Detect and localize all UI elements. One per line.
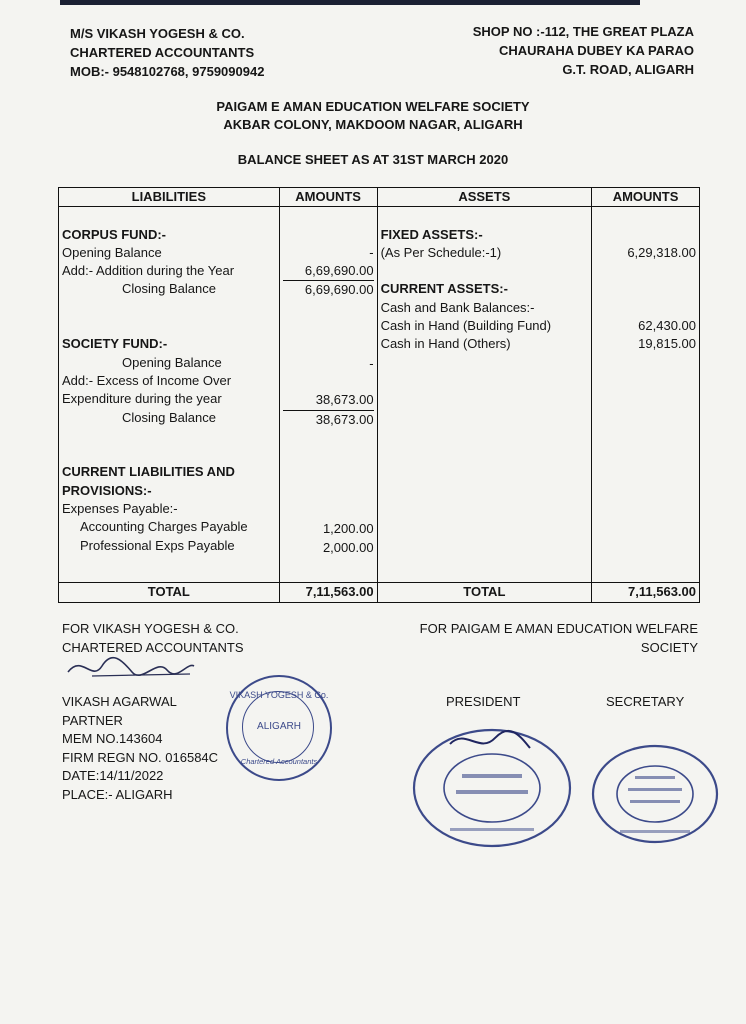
liabilities-line-text: Closing Balance (122, 409, 216, 425)
assets-line-amount: 6,29,318.00 (627, 244, 696, 260)
header-amounts: AMOUNTS (592, 188, 700, 207)
auditor-title: CHARTERED ACCOUNTANTS (62, 639, 244, 655)
liabilities-line-text: CURRENT LIABILITIES AND (62, 464, 235, 480)
liabilities-line-amount (283, 300, 374, 318)
liabilities-line-text (62, 317, 276, 335)
liabilities-line-text: Expenditure during the year (62, 391, 222, 407)
firm-stamp-ring-text: VIKASH YOGESH & Co. (229, 690, 329, 700)
liabilities-line-text: PROVISIONS:- (62, 482, 152, 498)
address-line: G.T. ROAD, ALIGARH (562, 62, 694, 77)
assets-column (377, 207, 592, 583)
society-for: FOR PAIGAM E AMAN EDUCATION WELFARE (419, 621, 698, 636)
balance-sheet-table (58, 187, 700, 603)
firm-address (473, 22, 694, 79)
secretary-label: SECRETARY (606, 694, 685, 709)
total-assets: 7,11,563.00 (592, 583, 700, 602)
assets-line-amount (595, 299, 696, 317)
total-row (59, 583, 700, 602)
assets-line-text: Cash in Hand (Building Fund) (380, 318, 552, 334)
firm-registration: FIRM REGN NO. 016584C (62, 749, 219, 765)
liabilities-line-amount (283, 447, 374, 465)
total-liabilities: 7,11,563.00 (279, 583, 377, 602)
liabilities-line-amount (283, 318, 374, 336)
header-amounts: AMOUNTS (279, 188, 377, 207)
firm-stamp-center-text: ALIGARH (257, 721, 301, 732)
assets-line-text: CURRENT ASSETS:- (380, 281, 508, 297)
liabilities-line-amount: - (369, 355, 374, 371)
entity-name: PAIGAM E AMAN EDUCATION WELFARE SOCIETY (216, 99, 530, 114)
table-body-row (59, 207, 700, 583)
liabilities-line-amount: 2,000.00 (322, 539, 374, 555)
liabilities-line-text: Opening Balance (62, 244, 162, 260)
table-header-row (59, 188, 700, 207)
society-for-block (420, 620, 698, 657)
liabilities-line-text: CORPUS FUND:- (62, 226, 166, 242)
assets-line-amount (595, 280, 696, 298)
assets-line-amount: 19,815.00 (638, 336, 696, 352)
liabilities-line-text: Opening Balance (122, 354, 222, 370)
assets-line-text (381, 262, 589, 280)
liabilities-line-text: SOCIETY FUND:- (62, 336, 168, 352)
entity-block (0, 98, 746, 134)
assets-line-amount (595, 262, 696, 280)
liabilities-line-text (62, 299, 276, 317)
president-label: PRESIDENT (446, 694, 521, 709)
partner-name: VIKASH AGARWAL (62, 694, 177, 709)
liabilities-amounts-column (279, 207, 377, 583)
liabilities-line-text (62, 445, 276, 463)
firm-mobile: MOB:- 9548102768, 9759090942 (70, 64, 265, 79)
partner-role: PARTNER (62, 712, 123, 728)
liabilities-line-text: Professional Exps Payable (80, 537, 235, 553)
liabilities-line-amount: 38,673.00 (283, 391, 374, 410)
president-stamp (410, 724, 575, 849)
total-label: TOTAL (377, 583, 592, 602)
assets-line-text (381, 207, 589, 225)
assets-amounts-column (592, 207, 700, 583)
liabilities-line-text: Add:- Excess of Income Over (62, 372, 232, 388)
address-line: CHAURAHA DUBEY KA PARAO (498, 43, 694, 58)
liabilities-line-amount (283, 484, 374, 502)
partner-details (62, 693, 218, 804)
partner-signature (62, 652, 202, 686)
liabilities-line-amount (283, 429, 374, 447)
liabilities-line-amount: 6,69,690.00 (283, 262, 374, 281)
firm-name: M/S VIKASH YOGESH & CO. (70, 26, 245, 41)
liabilities-line-amount (283, 336, 374, 354)
firm-header (70, 24, 264, 81)
assets-line-text: Cash in Hand (Others) (380, 336, 511, 352)
membership-number: MEM NO.143604 (62, 731, 163, 746)
entity-address: AKBAR COLONY, MAKDOOM NAGAR, ALIGARH (223, 117, 523, 132)
total-label: TOTAL (59, 583, 280, 602)
firm-stamp (226, 675, 332, 781)
liabilities-line-text: Add:- Addition during the Year (62, 263, 235, 279)
liabilities-line-text (62, 427, 276, 445)
liabilities-line-text: Accounting Charges Payable (80, 519, 248, 535)
liabilities-line-text: Closing Balance (122, 281, 216, 297)
liabilities-line-amount: 1,200.00 (322, 521, 374, 537)
report-date: DATE:14/11/2022 (62, 768, 164, 783)
liabilities-line-amount (283, 373, 374, 391)
liabilities-line-amount (283, 502, 374, 520)
address-line: SHOP NO :-112, THE GREAT PLAZA (472, 24, 694, 39)
liabilities-line-amount (283, 207, 374, 225)
liabilities-line-text (62, 207, 276, 225)
assets-line-text: (As Per Schedule:-1) (380, 244, 502, 260)
header-assets: ASSETS (377, 188, 592, 207)
firm-stamp-bottom-text: Chartered Accountants (240, 757, 318, 766)
liabilities-column (59, 207, 280, 583)
secretary-stamp (590, 742, 720, 847)
liabilities-line-amount (283, 465, 374, 483)
firm-title: CHARTERED ACCOUNTANTS (70, 45, 255, 60)
assets-line-text: Cash and Bank Balances:- (380, 299, 535, 315)
liabilities-line-amount: 38,673.00 (315, 411, 374, 427)
liabilities-line-amount: 6,69,690.00 (304, 282, 374, 298)
assets-line-text: FIXED ASSETS:- (380, 226, 483, 242)
assets-line-amount (595, 207, 696, 225)
header-liabilities: LIABILITIES (59, 188, 280, 207)
report-place: PLACE:- ALIGARH (62, 786, 173, 802)
society-for-cont: SOCIETY (640, 639, 698, 655)
scan-top-edge (60, 0, 640, 5)
auditor-for: FOR VIKASH YOGESH & CO. (62, 621, 239, 636)
liabilities-line-amount: - (369, 244, 374, 260)
assets-line-amount: 62,430.00 (638, 318, 696, 334)
assets-line-amount (595, 226, 696, 244)
liabilities-line-text: Expenses Payable:- (62, 501, 178, 517)
liabilities-line-amount (283, 226, 374, 244)
document-title: BALANCE SHEET AS AT 31ST MARCH 2020 (237, 152, 509, 167)
